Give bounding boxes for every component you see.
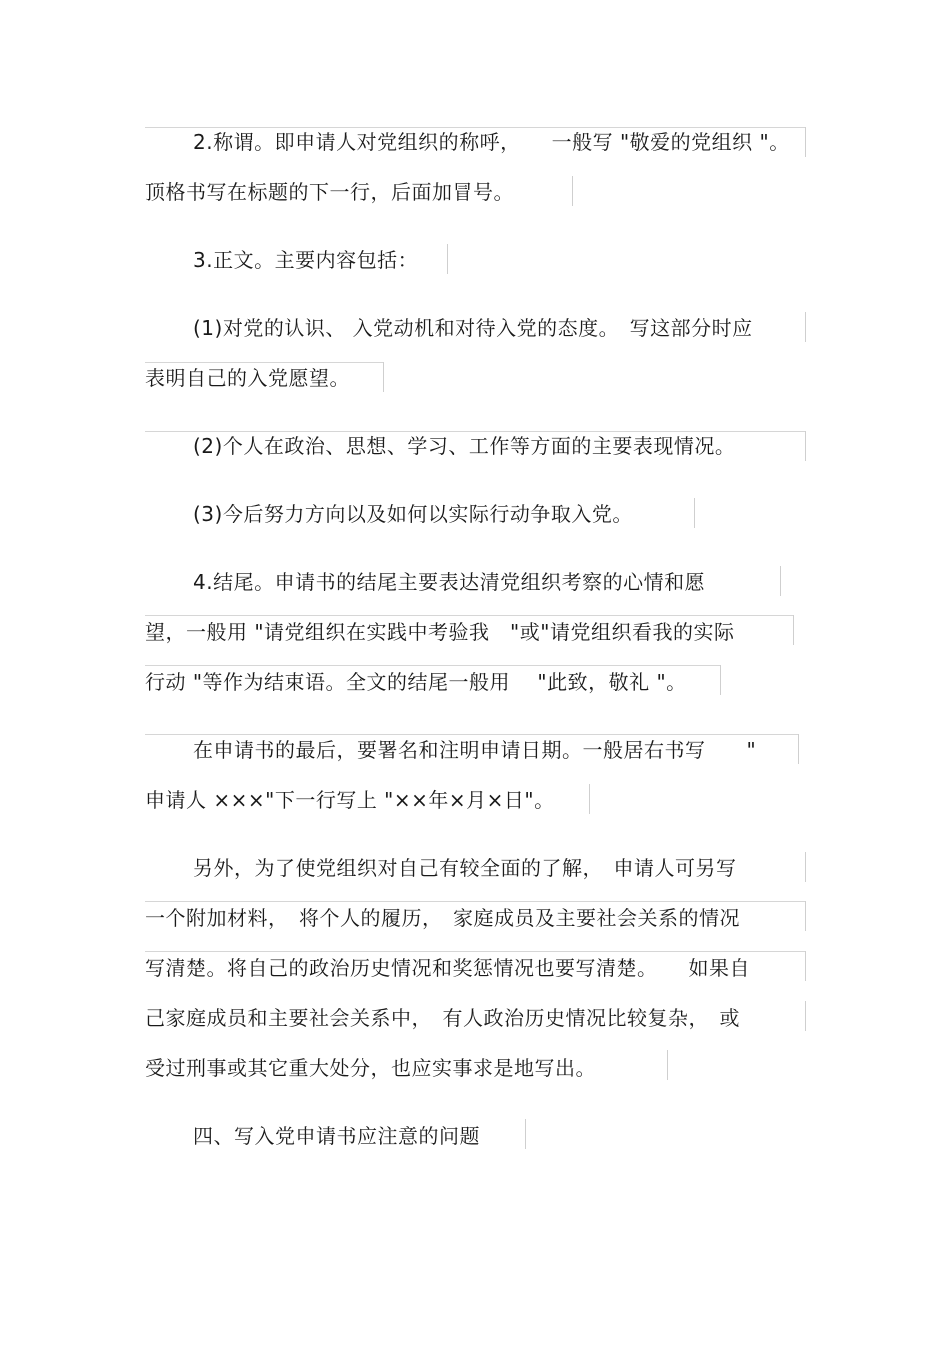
paragraph-line: 表明自己的入党愿望。 (145, 366, 350, 390)
rule (805, 431, 806, 461)
rule (798, 734, 799, 764)
paragraph-line: 写清楚。将自己的政治历史情况和奖惩情况也要写清楚。 如果自 (145, 956, 750, 980)
paragraph-line: 受过刑事或其它重大处分，也应实事求是地写出。 (145, 1056, 596, 1080)
paragraph-line: (1)对党的认识、 入党动机和对待入党的态度。 写这部分时应 (193, 316, 753, 340)
paragraph-line: 3.正文。主要内容包括： (193, 248, 419, 272)
rule (383, 362, 384, 392)
rule (805, 901, 806, 931)
rule (525, 1119, 526, 1149)
rule (572, 176, 573, 206)
paragraph-line: 顶格书写在标题的下一行，后面加冒号。 (145, 180, 514, 204)
paragraph-line: (3)今后努力方向以及如何以实际行动争取入党。 (193, 502, 633, 526)
rule (447, 244, 448, 274)
rule (805, 1001, 806, 1031)
rule (145, 901, 805, 902)
rule (780, 566, 781, 596)
rule (145, 665, 720, 666)
paragraph-line: 4.结尾。申请书的结尾主要表达清党组织考察的心情和愿 (193, 570, 706, 594)
rule (589, 784, 590, 814)
rule (694, 498, 695, 528)
rule (793, 615, 794, 645)
rule (145, 362, 383, 363)
paragraph-line: 申请人 ×××"下一行写上 "××年×月×日"。 (145, 788, 555, 812)
rule (805, 127, 806, 157)
paragraph-line: 在申请书的最后，要署名和注明申请日期。一般居右书写 " (193, 738, 757, 762)
paragraph-line: (2)个人在政治、思想、学习、工作等方面的主要表现情况。 (193, 434, 736, 458)
paragraph-line: 一个附加材料， 将个人的履历， 家庭成员及主要社会关系的情况 (145, 906, 740, 930)
paragraph-line: 己家庭成员和主要社会关系中， 有人政治历史情况比较复杂， 或 (145, 1006, 740, 1030)
rule (805, 951, 806, 981)
paragraph-line: 望，一般用 "请党组织在实践中考验我 "或"请党组织看我的实际 (145, 620, 735, 644)
section-heading: 四、写入党申请书应注意的问题 (193, 1124, 480, 1148)
rule (145, 734, 798, 735)
rule (145, 951, 805, 952)
rule (145, 615, 793, 616)
paragraph-line: 2.称谓。即申请人对党组织的称呼， 一般写 "敬爱的党组织 "。 (193, 130, 790, 154)
paragraph-line: 另外，为了使党组织对自己有较全面的了解， 申请人可另写 (193, 856, 737, 880)
rule (805, 852, 806, 882)
paragraph-line: 行动 "等作为结束语。全文的结尾一般用 "此致，敬礼 "。 (145, 670, 687, 694)
rule (805, 312, 806, 342)
rule (720, 665, 721, 695)
rule (667, 1050, 668, 1080)
